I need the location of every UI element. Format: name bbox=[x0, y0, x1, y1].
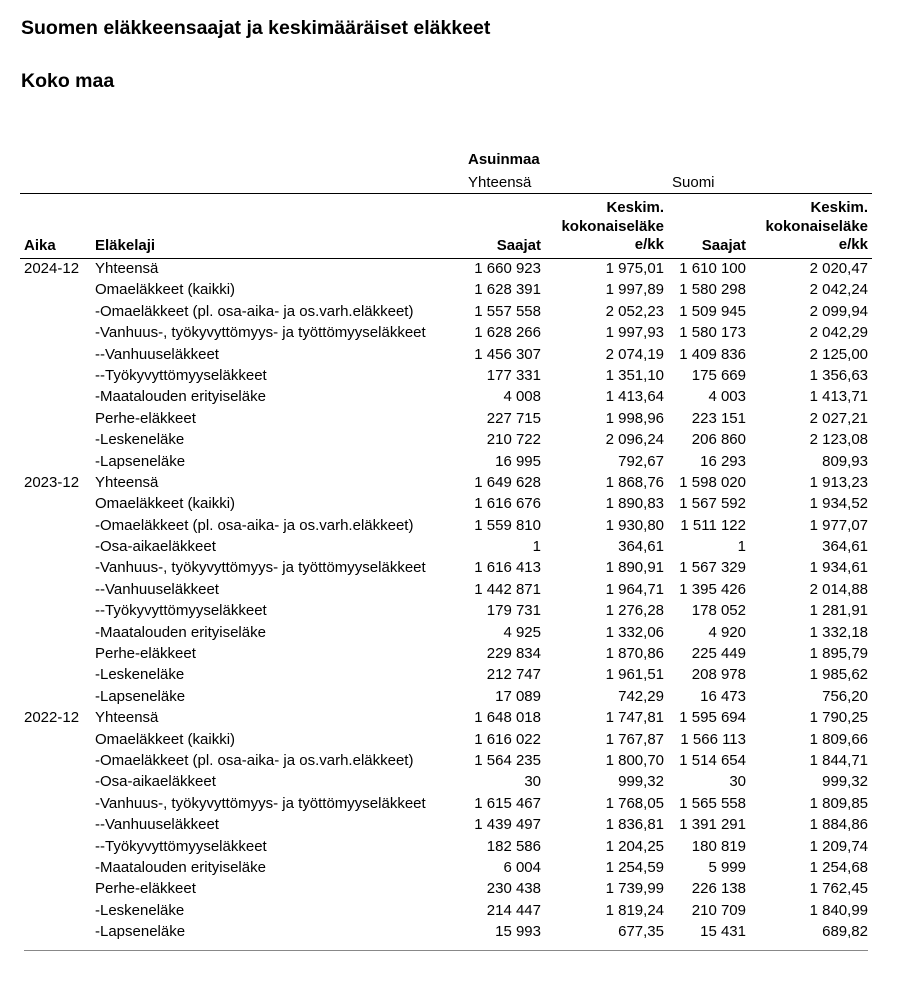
table-row bbox=[0, 409, 908, 430]
row-keskim-yhteensa: 1 964,71 bbox=[605, 580, 664, 598]
row-elakelaji: Perhe-eläkkeet bbox=[95, 409, 196, 427]
header-saajat-yhteensa: Saajat bbox=[496, 237, 541, 254]
table-row bbox=[0, 751, 908, 772]
row-keskim-suomi: 1 840,99 bbox=[809, 901, 868, 919]
row-saajat-yhteensa: 1 557 558 bbox=[474, 302, 541, 320]
row-elakelaji: --Vanhuuseläkkeet bbox=[95, 345, 219, 363]
table-row bbox=[0, 794, 908, 815]
row-saajat-suomi: 5 999 bbox=[708, 858, 746, 876]
row-saajat-yhteensa: 1 564 235 bbox=[474, 751, 541, 769]
row-elakelaji: Perhe-eläkkeet bbox=[95, 880, 196, 898]
row-elakelaji: -Omaeläkkeet (pl. osa-aika- ja os.varh.eläkkeet) bbox=[95, 516, 414, 534]
row-elakelaji: Yhteensä bbox=[95, 709, 159, 727]
row-aika: 2023-12 bbox=[24, 473, 80, 491]
row-keskim-yhteensa: 1 254,59 bbox=[605, 858, 664, 876]
row-keskim-yhteensa: 1 998,96 bbox=[605, 409, 664, 427]
row-saajat-suomi: 1 567 329 bbox=[679, 559, 746, 577]
row-saajat-yhteensa: 1 559 810 bbox=[474, 516, 541, 534]
row-keskim-yhteensa: 364,61 bbox=[618, 538, 664, 556]
table-row bbox=[0, 345, 908, 366]
row-elakelaji: Yhteensä bbox=[95, 473, 159, 491]
row-keskim-suomi: 2 020,47 bbox=[809, 260, 868, 277]
row-saajat-yhteensa: 177 331 bbox=[486, 366, 541, 384]
row-keskim-suomi: 1 895,79 bbox=[809, 645, 868, 663]
table-body bbox=[0, 259, 908, 944]
table-row bbox=[0, 772, 908, 793]
row-elakelaji: -Maatalouden erityiseläke bbox=[95, 388, 266, 406]
header-group-label: Asuinmaa bbox=[468, 151, 540, 168]
row-keskim-yhteensa: 1 747,81 bbox=[605, 709, 664, 727]
row-saajat-suomi: 1 514 654 bbox=[679, 751, 746, 769]
row-saajat-suomi: 1 610 100 bbox=[679, 260, 746, 277]
row-keskim-yhteensa: 1 868,76 bbox=[605, 473, 664, 491]
row-keskim-yhteensa: 1 930,80 bbox=[605, 516, 664, 534]
row-saajat-yhteensa: 6 004 bbox=[503, 858, 541, 876]
row-elakelaji: -Omaeläkkeet (pl. osa-aika- ja os.varh.eläkkeet) bbox=[95, 302, 414, 320]
row-saajat-suomi: 1 595 694 bbox=[679, 709, 746, 727]
header-keskim-line3: e/kk bbox=[838, 236, 868, 253]
row-keskim-suomi: 2 042,24 bbox=[809, 281, 868, 299]
row-saajat-suomi: 1 565 558 bbox=[679, 794, 746, 812]
table-row bbox=[0, 665, 908, 686]
row-saajat-suomi: 1 566 113 bbox=[680, 730, 746, 748]
row-keskim-suomi: 1 356,63 bbox=[809, 366, 868, 384]
row-keskim-suomi: 1 934,52 bbox=[809, 495, 868, 513]
row-keskim-yhteensa: 1 997,93 bbox=[605, 324, 664, 342]
row-keskim-suomi: 809,93 bbox=[822, 452, 868, 470]
row-keskim-yhteensa: 1 767,87 bbox=[605, 730, 664, 748]
row-saajat-yhteensa: 17 089 bbox=[495, 687, 541, 705]
row-keskim-yhteensa: 742,29 bbox=[618, 687, 664, 705]
row-elakelaji: --Vanhuuseläkkeet bbox=[95, 580, 219, 598]
row-keskim-suomi: 1 281,91 bbox=[809, 602, 868, 620]
row-elakelaji: Yhteensä bbox=[95, 260, 159, 277]
row-keskim-yhteensa: 1 890,91 bbox=[605, 559, 664, 577]
table-row bbox=[0, 516, 908, 537]
row-keskim-suomi: 1 809,66 bbox=[809, 730, 868, 748]
row-elakelaji: Omaeläkkeet (kaikki) bbox=[95, 730, 236, 748]
row-elakelaji: -Maatalouden erityiseläke bbox=[95, 623, 266, 641]
row-keskim-suomi: 1 762,45 bbox=[809, 880, 868, 898]
row-saajat-suomi: 1 580 298 bbox=[679, 281, 746, 299]
row-aika: 2022-12 bbox=[24, 709, 80, 727]
row-elakelaji: --Työkyvyttömyyseläkkeet bbox=[95, 602, 267, 620]
row-keskim-suomi: 2 123,08 bbox=[809, 431, 868, 449]
row-saajat-suomi: 1 395 426 bbox=[679, 580, 746, 598]
table-row bbox=[0, 430, 908, 451]
row-keskim-yhteensa: 2 096,24 bbox=[605, 431, 664, 449]
table-row bbox=[0, 494, 908, 515]
row-saajat-suomi: 4 920 bbox=[708, 623, 746, 641]
row-saajat-yhteensa: 4 008 bbox=[503, 388, 541, 406]
row-keskim-yhteensa: 792,67 bbox=[618, 452, 664, 470]
row-aika: 2024-12 bbox=[24, 260, 80, 277]
row-keskim-yhteensa: 1 975,01 bbox=[605, 260, 664, 277]
row-saajat-suomi: 1 bbox=[737, 538, 746, 556]
row-keskim-suomi: 1 985,62 bbox=[809, 666, 868, 684]
row-keskim-yhteensa: 2 052,23 bbox=[605, 302, 664, 320]
row-keskim-suomi: 1 790,25 bbox=[809, 709, 868, 727]
row-saajat-yhteensa: 227 715 bbox=[486, 409, 541, 427]
row-elakelaji: -Leskeneläke bbox=[95, 666, 185, 684]
row-keskim-yhteensa: 1 276,28 bbox=[605, 602, 664, 620]
row-saajat-suomi: 30 bbox=[729, 773, 746, 791]
row-keskim-suomi: 999,32 bbox=[822, 773, 868, 791]
row-keskim-yhteensa: 1 890,83 bbox=[605, 495, 664, 513]
row-saajat-yhteensa: 15 993 bbox=[495, 923, 541, 941]
header-keskim-yhteensa bbox=[561, 199, 664, 255]
header-top-rule bbox=[20, 193, 872, 194]
row-saajat-suomi: 4 003 bbox=[708, 388, 746, 406]
row-saajat-suomi: 1 409 836 bbox=[679, 345, 746, 363]
row-keskim-suomi: 2 014,88 bbox=[809, 580, 868, 598]
table-row bbox=[0, 644, 908, 665]
row-keskim-yhteensa: 1 961,51 bbox=[605, 666, 664, 684]
row-saajat-suomi: 1 509 945 bbox=[679, 302, 746, 320]
row-keskim-suomi: 1 209,74 bbox=[809, 837, 868, 855]
row-keskim-yhteensa: 1 800,70 bbox=[605, 751, 664, 769]
row-saajat-suomi: 178 052 bbox=[691, 602, 746, 620]
page-title: Suomen eläkkeensaajat ja keskimääräiset eläkkeet bbox=[21, 17, 491, 39]
row-saajat-yhteensa: 16 995 bbox=[495, 452, 541, 470]
row-elakelaji: -Maatalouden erityiseläke bbox=[95, 858, 266, 876]
row-keskim-suomi: 2 042,29 bbox=[809, 324, 868, 342]
row-saajat-yhteensa: 210 722 bbox=[486, 431, 541, 449]
row-saajat-suomi: 208 978 bbox=[691, 666, 746, 684]
table-row bbox=[0, 280, 908, 301]
row-keskim-suomi: 1 332,18 bbox=[809, 623, 868, 641]
row-elakelaji: Perhe-eläkkeet bbox=[95, 645, 196, 663]
header-keskim-line2: kokonaiseläke bbox=[561, 217, 664, 235]
table-bottom-rule bbox=[24, 950, 868, 951]
header-keskim-line2: kokonaiseläke bbox=[765, 217, 868, 235]
row-elakelaji: -Osa-aikaeläkkeet bbox=[95, 773, 216, 791]
row-saajat-suomi: 223 151 bbox=[691, 409, 746, 427]
row-keskim-suomi: 756,20 bbox=[822, 687, 868, 705]
row-keskim-yhteensa: 1 870,86 bbox=[605, 645, 664, 663]
row-keskim-yhteensa: 999,32 bbox=[618, 773, 664, 791]
row-elakelaji: -Osa-aikaeläkkeet bbox=[95, 538, 216, 556]
table-row bbox=[0, 601, 908, 622]
row-keskim-yhteensa: 677,35 bbox=[618, 923, 664, 941]
row-elakelaji: --Työkyvyttömyyseläkkeet bbox=[95, 366, 267, 384]
row-saajat-yhteensa: 1 648 018 bbox=[474, 709, 541, 727]
row-elakelaji: -Leskeneläke bbox=[95, 431, 185, 449]
table-row bbox=[0, 473, 908, 494]
row-saajat-suomi: 1 580 173 bbox=[679, 324, 746, 342]
row-keskim-yhteensa: 1 819,24 bbox=[605, 901, 664, 919]
row-saajat-yhteensa: 212 747 bbox=[486, 666, 541, 684]
table-row bbox=[0, 452, 908, 473]
row-keskim-yhteensa: 1 997,89 bbox=[605, 281, 664, 299]
row-keskim-yhteensa: 1 836,81 bbox=[605, 816, 664, 834]
row-saajat-yhteensa: 229 834 bbox=[486, 645, 541, 663]
table-row bbox=[0, 708, 908, 729]
table-row bbox=[0, 259, 908, 280]
row-elakelaji: -Leskeneläke bbox=[95, 901, 185, 919]
row-elakelaji: -Lapseneläke bbox=[95, 923, 186, 941]
table-row bbox=[0, 366, 908, 387]
row-elakelaji: -Lapseneläke bbox=[95, 687, 186, 705]
row-elakelaji: -Lapseneläke bbox=[95, 452, 186, 470]
row-saajat-yhteensa: 1 628 391 bbox=[474, 281, 541, 299]
row-keskim-yhteensa: 1 413,64 bbox=[605, 388, 664, 406]
row-keskim-suomi: 1 254,68 bbox=[809, 858, 868, 876]
header-keskim-line1: Keskim. bbox=[810, 199, 868, 216]
row-saajat-yhteensa: 1 442 871 bbox=[474, 580, 541, 598]
table-row bbox=[0, 730, 908, 751]
row-saajat-suomi: 206 860 bbox=[691, 431, 746, 449]
row-saajat-yhteensa: 30 bbox=[524, 773, 541, 791]
row-keskim-suomi: 1 844,71 bbox=[809, 751, 868, 769]
table-row bbox=[0, 537, 908, 558]
table-row bbox=[0, 558, 908, 579]
row-elakelaji: Omaeläkkeet (kaikki) bbox=[95, 495, 236, 513]
row-saajat-yhteensa: 1 616 676 bbox=[474, 495, 541, 513]
row-saajat-suomi: 1 391 291 bbox=[679, 816, 746, 834]
row-saajat-yhteensa: 214 447 bbox=[486, 901, 541, 919]
header-keskim-suomi bbox=[765, 199, 868, 255]
header-yhteensa-label: Yhteensä bbox=[468, 174, 532, 191]
row-keskim-suomi: 689,82 bbox=[822, 923, 868, 941]
row-elakelaji: -Vanhuus-, työkyvyttömyys- ja työttömyyseläkkeet bbox=[95, 559, 426, 577]
row-saajat-suomi: 1 511 122 bbox=[680, 516, 746, 534]
row-saajat-suomi: 16 473 bbox=[700, 687, 746, 705]
header-aika: Aika bbox=[24, 237, 56, 254]
row-saajat-yhteensa: 1 439 497 bbox=[474, 816, 541, 834]
row-elakelaji: --Työkyvyttömyyseläkkeet bbox=[95, 837, 267, 855]
table-row bbox=[0, 879, 908, 900]
table-row bbox=[0, 580, 908, 601]
table-row bbox=[0, 302, 908, 323]
row-elakelaji: --Vanhuuseläkkeet bbox=[95, 816, 219, 834]
row-keskim-suomi: 1 413,71 bbox=[809, 388, 868, 406]
row-keskim-yhteensa: 1 332,06 bbox=[605, 623, 664, 641]
page-subtitle: Koko maa bbox=[21, 70, 115, 92]
row-keskim-suomi: 2 125,00 bbox=[809, 345, 868, 363]
table-row bbox=[0, 901, 908, 922]
row-saajat-suomi: 226 138 bbox=[691, 880, 746, 898]
table-row bbox=[0, 387, 908, 408]
row-saajat-yhteensa: 1 615 467 bbox=[474, 794, 541, 812]
row-keskim-yhteensa: 1 351,10 bbox=[605, 366, 664, 384]
row-keskim-suomi: 1 977,07 bbox=[809, 516, 868, 534]
table-row bbox=[0, 922, 908, 943]
row-elakelaji: -Vanhuus-, työkyvyttömyys- ja työttömyyseläkkeet bbox=[95, 794, 426, 812]
row-saajat-suomi: 180 819 bbox=[691, 837, 746, 855]
row-elakelaji: -Omaeläkkeet (pl. osa-aika- ja os.varh.eläkkeet) bbox=[95, 751, 414, 769]
row-keskim-suomi: 2 027,21 bbox=[809, 409, 868, 427]
row-saajat-yhteensa: 1 649 628 bbox=[474, 473, 541, 491]
row-saajat-yhteensa: 1 660 923 bbox=[474, 260, 541, 277]
header-keskim-line3: e/kk bbox=[634, 236, 664, 253]
row-keskim-suomi: 1 934,61 bbox=[809, 559, 868, 577]
table-row bbox=[0, 623, 908, 644]
row-keskim-suomi: 1 884,86 bbox=[809, 816, 868, 834]
row-saajat-suomi: 1 598 020 bbox=[679, 473, 746, 491]
row-keskim-suomi: 364,61 bbox=[822, 538, 868, 556]
row-keskim-yhteensa: 2 074,19 bbox=[605, 345, 664, 363]
row-saajat-yhteensa: 4 925 bbox=[503, 623, 541, 641]
row-saajat-suomi: 16 293 bbox=[700, 452, 746, 470]
row-saajat-suomi: 210 709 bbox=[691, 901, 746, 919]
row-keskim-suomi: 2 099,94 bbox=[809, 302, 868, 320]
row-saajat-yhteensa: 1 616 022 bbox=[474, 730, 541, 748]
row-saajat-yhteensa: 1 bbox=[532, 538, 541, 556]
row-saajat-yhteensa: 1 616 413 bbox=[474, 559, 541, 577]
row-elakelaji: Omaeläkkeet (kaikki) bbox=[95, 281, 236, 299]
row-saajat-yhteensa: 179 731 bbox=[486, 602, 541, 620]
row-saajat-suomi: 15 431 bbox=[700, 923, 746, 941]
table-row bbox=[0, 837, 908, 858]
row-keskim-suomi: 1 913,23 bbox=[809, 473, 868, 491]
header-elakelaji: Eläkelaji bbox=[95, 237, 156, 254]
row-keskim-yhteensa: 1 204,25 bbox=[605, 837, 664, 855]
row-saajat-yhteensa: 1 628 266 bbox=[474, 324, 541, 342]
row-keskim-yhteensa: 1 768,05 bbox=[605, 794, 664, 812]
row-saajat-yhteensa: 1 456 307 bbox=[474, 345, 541, 363]
table-row bbox=[0, 815, 908, 836]
table-row bbox=[0, 687, 908, 708]
row-saajat-suomi: 175 669 bbox=[691, 366, 746, 384]
header-suomi-label: Suomi bbox=[672, 174, 715, 191]
row-saajat-yhteensa: 182 586 bbox=[486, 837, 541, 855]
row-saajat-yhteensa: 230 438 bbox=[486, 880, 541, 898]
table-row bbox=[0, 858, 908, 879]
header-saajat-suomi: Saajat bbox=[701, 237, 746, 254]
row-saajat-suomi: 1 567 592 bbox=[679, 495, 746, 513]
row-keskim-suomi: 1 809,85 bbox=[809, 794, 868, 812]
row-keskim-yhteensa: 1 739,99 bbox=[605, 880, 664, 898]
table-row bbox=[0, 323, 908, 344]
row-saajat-suomi: 225 449 bbox=[691, 645, 746, 663]
header-keskim-line1: Keskim. bbox=[606, 199, 664, 216]
row-elakelaji: -Vanhuus-, työkyvyttömyys- ja työttömyyseläkkeet bbox=[95, 324, 426, 342]
